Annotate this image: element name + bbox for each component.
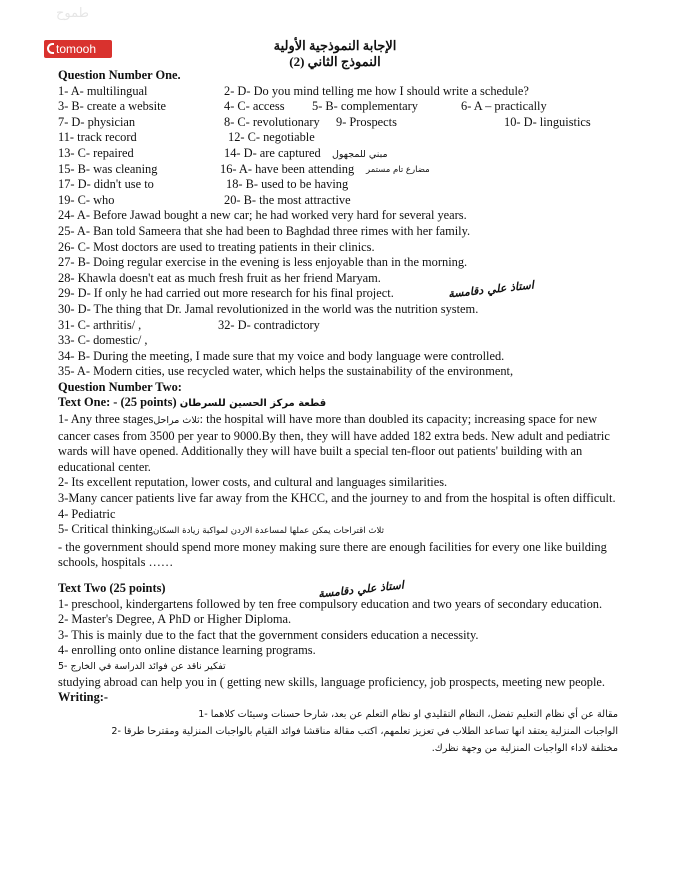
answer-14: 14- D- are captured	[224, 145, 321, 160]
answer-row	[58, 99, 618, 115]
answer-9: 9- Prospects	[336, 114, 397, 129]
answer-13: 13- C- repaired	[58, 145, 134, 160]
answer-19: 19- C- who	[58, 192, 115, 207]
text-two-answer-4: 4- enrolling onto online distance learning programs.	[58, 643, 316, 658]
answer-33: 33- C- domestic/ ,	[58, 333, 148, 348]
answer-15: 15- B- was cleaning	[58, 161, 158, 176]
answer-35: 35- A- Modern cities, use recycled water, which helps the sustainability of the environment,	[58, 364, 514, 379]
answer-4: 4- C- access	[224, 99, 285, 114]
text-two-answer-1: 1- preschool, kindergartens followed by ten free compulsory education and two years of secondary education.	[58, 596, 603, 611]
answer-29: 29- D- If only he had carried out more research for his final project.	[58, 286, 394, 301]
answer-20: 20- B- the most attractive	[224, 192, 351, 207]
answer-12: 12- C- negotiable	[228, 130, 315, 145]
text-one-answer-2: 2- Its excellent reputation, lower costs, and cultural and languages similarities.	[58, 475, 448, 490]
text-two-answer-5-label: تفكير ناقد عن فوائد الدراسة في الخارج -5	[58, 660, 226, 672]
text-one-answer-5-text: - the government should spend more money making sure there are enough facilities for every one like building schools, hospitals ……	[58, 539, 607, 570]
answer-16-note: مضارع تام مستمر	[366, 164, 430, 175]
text-one-answer-4: 4- Pediatric	[58, 506, 116, 521]
header-subtitle: النموذج الثاني (2)	[289, 54, 381, 69]
answer-34: 34- B- During the meeting, I made sure that my voice and body language were controlled.	[58, 348, 505, 363]
answer-row	[58, 146, 618, 162]
header-title: الإجابة النموذجية الأولية	[273, 38, 397, 53]
answer-1: 1- A- multilingual	[58, 83, 148, 98]
answer-1-label: 1- Any three stages	[58, 412, 154, 427]
writing-task-2: الواجبات المنزلية يعتقد انها تساعد الطلاب في تعزيز تعلمهم، اكتب مقالة مناقشا فوائد القيام بالواجبات المنزلية ومقترحا طرقا -2	[111, 725, 618, 737]
answer-row	[58, 162, 618, 178]
answer-5: 5- B- complementary	[312, 99, 418, 114]
text-one-title: Text One: - (25 points)	[58, 395, 177, 410]
answer-row	[58, 177, 618, 193]
answer-31: 31- C- arthritis/ ,	[58, 317, 142, 332]
writing-heading: Writing:-	[58, 690, 109, 705]
answer-11: 11- track record	[58, 130, 137, 145]
answer-27: 27- B- Doing regular exercise in the evening is less enjoyable than in the morning.	[58, 255, 468, 270]
text-one-answer-5	[58, 522, 618, 540]
answer-8: 8- C- revolutionary	[224, 114, 320, 129]
answer-row	[58, 193, 618, 209]
answer-18: 18- B- used to be having	[226, 177, 349, 192]
answer-25: 25- A- Ban told Sameera that she had been to Baghdad three rimes with her family.	[58, 223, 471, 238]
answer-30: 30- D- The thing that Dr. Jamal revolutionized in the world was the nutrition system.	[58, 301, 479, 316]
answer-row	[58, 115, 618, 131]
answer-row	[58, 84, 618, 100]
writing-task-2-cont: مختلفة لاداء الواجبات المنزلية من وجهة نظرك.	[431, 742, 618, 754]
answer-sheet	[58, 68, 618, 757]
text-one-answer-3: 3-Many cancer patients live far away from the KHCC, and the journey to and from the hospital is often difficult.	[58, 491, 616, 506]
text-two-answer-2: 2- Master's Degree, A PhD or Higher Diploma.	[58, 612, 292, 627]
answer-17: 17- D- didn't use to	[58, 177, 154, 192]
answer-row	[58, 130, 618, 146]
answer-2: 2- D- Do you mind telling me how I should write a schedule?	[224, 83, 529, 98]
tomooh-logo	[44, 40, 112, 58]
answer-1-text: : the hospital will have more than doubled its capacity; increasing space for new cancer cases from 3500 per year to 9000.By then, they will have added 182 extra beds. New adult and pediatric wards will have opened. Additionally they will have built a special ten-floor out patients' building with an educational center.	[58, 412, 610, 474]
answer-7: 7- D- physician	[58, 114, 136, 129]
text-two-answer-5: studying abroad can help you in ( getting new skills, language proficiency, job prospects, meeting new people.	[58, 674, 605, 689]
answer-28: 28- Khawla doesn't eat as much fresh fruit as her friend Maryam.	[58, 270, 381, 285]
logo-text: tomooh	[56, 42, 97, 56]
watermark: طموح	[56, 6, 89, 21]
text-one-heading	[58, 395, 618, 412]
answer-24: 24- A- Before Jawad bought a new car; he had worked very hard for several years.	[58, 208, 467, 223]
answer-1-label-ar: ثلاث مراحل	[153, 415, 200, 427]
writing-task-1: مقالة عن أي نظام التعليم تفضل، النظام التقليدي او نظام التعلم عن بعد، شارحا حسنات وسيئات كلاهما -1	[198, 708, 618, 720]
answer-5-label: 5- Critical thinking	[58, 522, 153, 537]
text-one-title-ar: قطعة مركز الحسين للسرطان	[179, 398, 327, 410]
text-two-heading: Text Two (25 points)	[58, 581, 166, 595]
answer-26: 26- C- Most doctors are used to treating patients in their clinics.	[58, 239, 375, 254]
page-header	[270, 38, 400, 70]
text-one-answer-1	[58, 412, 618, 475]
answer-10: 10- D- linguistics	[504, 114, 591, 129]
q1-heading: Question Number One.	[58, 68, 181, 82]
answer-14-note: مبني للمجهول	[332, 148, 388, 160]
answer-row	[58, 318, 618, 334]
answer-16: 16- A- have been attending	[220, 161, 355, 176]
answer-5-label-ar: ثلاث اقتراحات يمكن عملها لمساعدة الاردن لمواكبة زيادة السكان	[152, 526, 384, 537]
author-stamp-1: استاذ علي دقامسة	[447, 278, 535, 301]
answer-6: 6- A – practically	[461, 99, 547, 114]
answer-3: 3- B- create a website	[58, 99, 167, 114]
q2-heading: Question Number Two:	[58, 379, 182, 394]
text-two-answer-3: 3- This is mainly due to the fact that the government considers education a necessity.	[58, 627, 479, 642]
author-stamp-2: استاذ علي دقامسة	[317, 578, 405, 601]
answer-32: 32- D- contradictory	[218, 317, 320, 332]
